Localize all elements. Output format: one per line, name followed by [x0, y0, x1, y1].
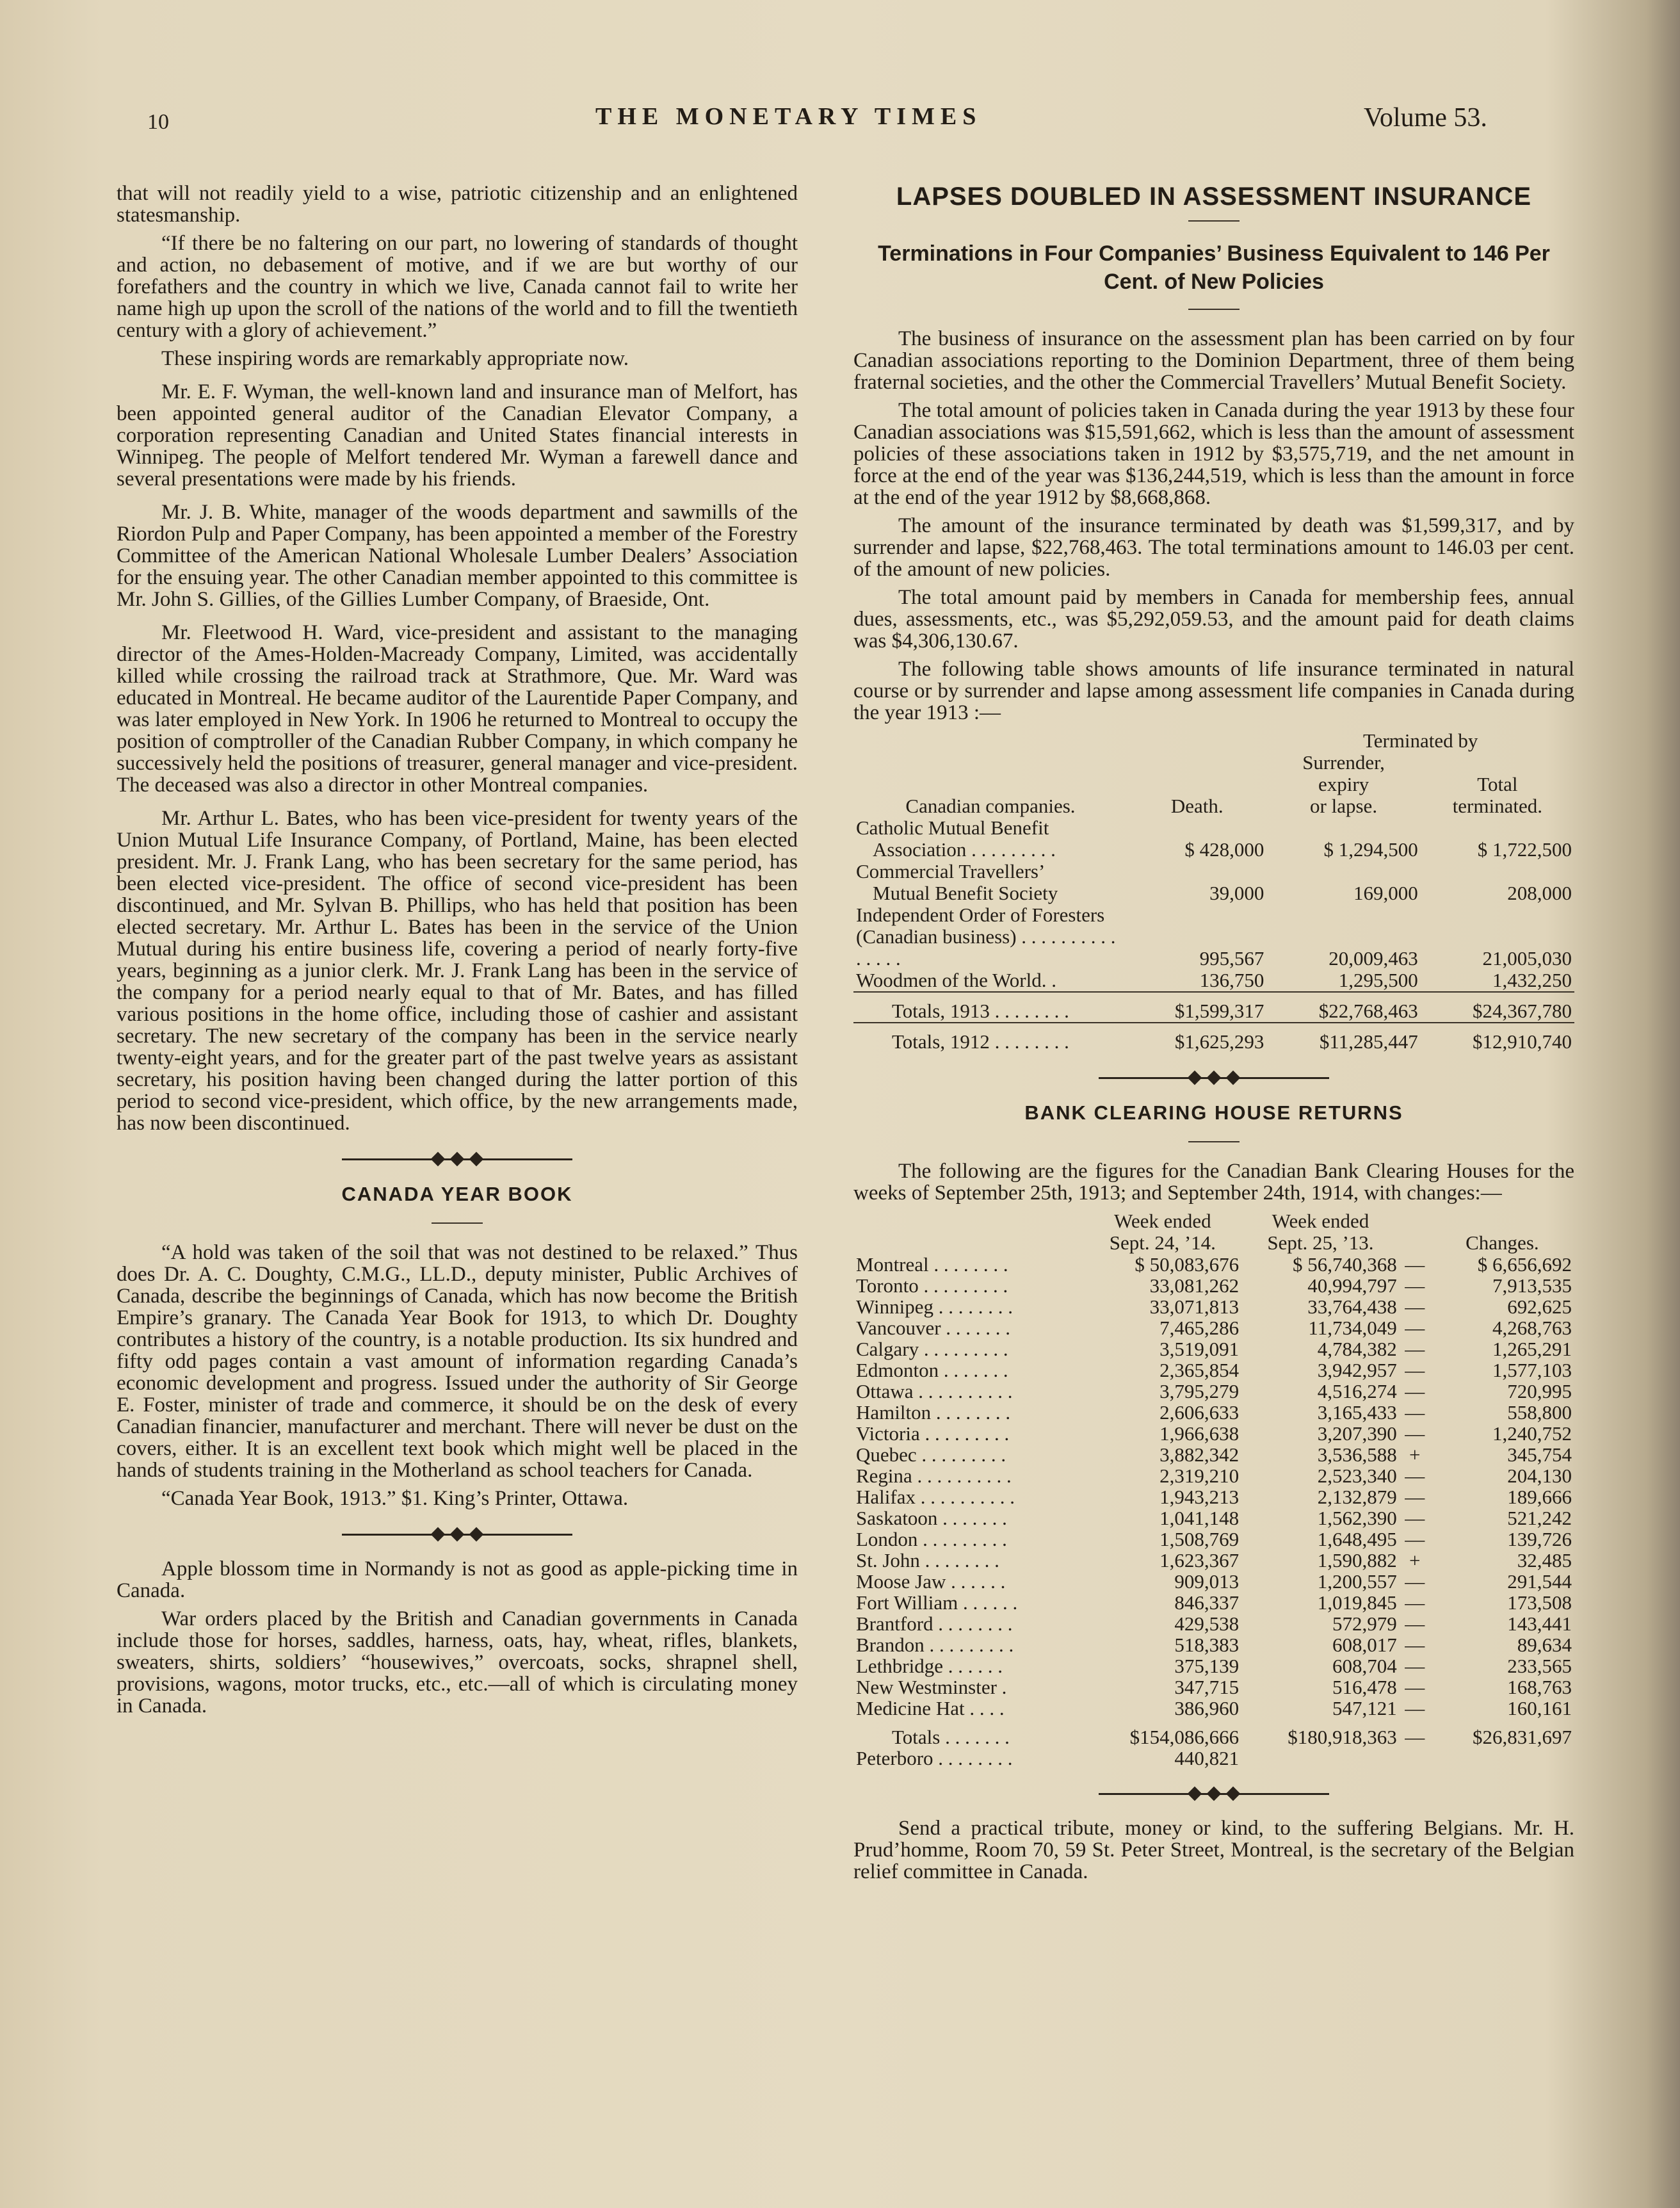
surrender-value: 20,009,463	[1329, 947, 1418, 970]
week-1913-value: 11,734,049	[1308, 1317, 1397, 1339]
table-row	[853, 1317, 1574, 1338]
bank-clearings-table	[853, 1210, 1574, 1769]
week-1914-value: 7,465,286	[1159, 1317, 1240, 1339]
change-value: 233,565	[1507, 1655, 1572, 1677]
change-value: 32,485	[1517, 1549, 1572, 1571]
table-row	[853, 1402, 1574, 1423]
table-row	[853, 1486, 1574, 1507]
table-header: Sept. 24, ’14.	[1109, 1231, 1216, 1254]
totals-row	[853, 1023, 1574, 1053]
article-subheading: Terminations in Four Companies’ Business Equivalent to 146 Per Cent. of New Policies	[878, 241, 1550, 294]
total-value: 1,432,250	[1492, 969, 1572, 991]
week-1913-value: 2,132,879	[1317, 1486, 1397, 1508]
week-1914-value: 386,960	[1174, 1697, 1240, 1719]
total-week-1914: $154,086,666	[1129, 1726, 1240, 1748]
table-header: Total	[1477, 773, 1518, 795]
week-1913-value: 572,979	[1332, 1612, 1397, 1635]
change-value: 89,634	[1517, 1634, 1572, 1656]
week-1914-value: 347,715	[1174, 1676, 1240, 1698]
week-1914-value: 1,623,367	[1159, 1549, 1240, 1571]
table-header: Canadian companies.	[905, 795, 1076, 817]
week-1914-value: 429,538	[1174, 1612, 1240, 1635]
table-header: Sept. 25, ’13.	[1267, 1231, 1374, 1254]
week-1914-value: 2,365,854	[1159, 1359, 1240, 1381]
city-name: Medicine Hat . . . .	[856, 1697, 1005, 1719]
week-1913-value: 608,704	[1332, 1655, 1397, 1677]
change-value: 143,441	[1507, 1612, 1572, 1635]
article-heading: LAPSES DOUBLED IN ASSESSMENT INSURANCE	[896, 183, 1532, 211]
left-column	[117, 183, 798, 1723]
surrender-total: $11,285,447	[1266, 1023, 1420, 1053]
week-1913-value: 516,478	[1332, 1676, 1397, 1698]
table-header: Death.	[1170, 795, 1224, 817]
paragraph: The amount of the insurance terminated by death was $1,599,317, and by surrender and lapse, $22,768,463. The total terminations amount to 146.03 per cent. of the amount of new policies.	[853, 514, 1574, 581]
change-sign: —	[1405, 1612, 1425, 1635]
change-value: 7,913,535	[1492, 1274, 1572, 1297]
total-value: $ 1,722,500	[1477, 838, 1572, 861]
week-1914-value: 33,081,262	[1149, 1274, 1240, 1297]
section-heading: BANK CLEARING HOUSE RETURNS	[1024, 1101, 1403, 1124]
city-name: Peterboro . . . . . . . .	[856, 1747, 1013, 1769]
table-row	[853, 1444, 1574, 1465]
paragraph: Mr. J. B. White, manager of the woods department and sawmills of the Riordon Pulp and Paper Company, has been appointed a member of the Forestry Committee of the American National Wholesale Lumber Dealers’ Association for the ensuing year. The other Canadian member appointed to this committee is Mr. John S. Gillies, of the Gillies Lumber Company, of Braeside, Ont.	[117, 501, 798, 611]
death-total: $1,625,293	[1127, 1023, 1266, 1053]
paragraph: Mr. E. F. Wyman, the well-known land and insurance man of Melfort, has been appointed general auditor of the Canadian Elevator Company, a corporation representing Canadian and United States financial interests in Winnipeg. The people of Melfort tendered Mr. Wyman a farewell dance and several presentations were made by his friends.	[117, 380, 798, 491]
week-1913-value: 3,536,588	[1317, 1443, 1397, 1466]
change-value: 720,995	[1507, 1380, 1572, 1402]
table-header: Changes.	[1466, 1231, 1539, 1254]
table-header: Week ended	[1114, 1210, 1211, 1232]
table-row	[853, 1592, 1574, 1613]
change-value: 139,726	[1507, 1528, 1572, 1550]
heading-rule	[432, 1222, 483, 1224]
change-sign: —	[1405, 1591, 1425, 1614]
death-value: 995,567	[1199, 947, 1264, 970]
change-sign: —	[1405, 1507, 1425, 1529]
week-1914-value: 375,139	[1174, 1655, 1240, 1677]
city-name: Brandon . . . . . . . . .	[856, 1634, 1014, 1656]
change-sign: —	[1405, 1528, 1425, 1550]
city-name: Quebec . . . . . . . . .	[856, 1443, 1006, 1466]
right-column	[853, 183, 1574, 1889]
paragraph: “If there be no faltering on our part, no lowering of standards of thought and action, no debasement of motive, and if we are but worthy of our forefathers and the country in which we live, Canada cannot fail to write her name high up upon the scroll of the nations of the world and to fill the twentieth century with a glory of achievement.”	[117, 232, 798, 342]
change-sign: —	[1405, 1726, 1425, 1748]
week-1914-value: 1,041,148	[1159, 1507, 1240, 1529]
change-value: 4,268,763	[1492, 1317, 1572, 1339]
change-sign: —	[1405, 1486, 1425, 1508]
week-1913-value: 608,017	[1332, 1634, 1397, 1656]
change-sign: —	[1405, 1655, 1425, 1677]
week-1913-value: 1,590,882	[1317, 1549, 1397, 1571]
week-1914-value: 2,319,210	[1159, 1465, 1240, 1487]
week-1913-value: 1,019,845	[1317, 1591, 1397, 1614]
table-header: or lapse.	[1310, 795, 1378, 817]
totals-row	[853, 1719, 1574, 1748]
change-sign: —	[1405, 1676, 1425, 1698]
change-value: 1,577,103	[1492, 1359, 1572, 1381]
table-row	[853, 1550, 1574, 1571]
change-sign: —	[1405, 1697, 1425, 1719]
table-header: Week ended	[1272, 1210, 1369, 1232]
change-sign: —	[1405, 1634, 1425, 1656]
paragraph: Mr. Fleetwood H. Ward, vice-president and assistant to the managing director of the Ames-Holden-Macready Company, Limited, was accidentally killed while crossing the railroad track at Strathmore, Que. Mr. Ward was educated in Montreal. He became auditor of the Laurentide Paper Company, and was later employed in New York. In 1906 he returned to Montreal to occupy the position of comptroller of the Canadian Rubber Company, in which company he successively held the positions of treasurer, general manager and vice-president. The deceased was also a director in other Montreal companies.	[117, 621, 798, 797]
change-value: 345,754	[1507, 1443, 1572, 1466]
table-row	[853, 1748, 1574, 1769]
total-week-1913: $180,918,363	[1288, 1726, 1397, 1748]
paragraph: Apple blossom time in Normandy is not as good as apple-picking time in Canada.	[117, 1557, 798, 1602]
change-value: $ 6,656,692	[1477, 1253, 1572, 1276]
change-sign: +	[1409, 1443, 1421, 1466]
change-value: 189,666	[1507, 1486, 1572, 1508]
city-name: Toronto . . . . . . . . .	[856, 1274, 1008, 1297]
table-row	[853, 904, 1574, 970]
table-row	[853, 1507, 1574, 1529]
week-1913-value: 1,200,557	[1317, 1570, 1397, 1593]
heading-rule	[1188, 1141, 1240, 1142]
table-row	[853, 1275, 1574, 1296]
change-sign: —	[1405, 1570, 1425, 1593]
change-value: 692,625	[1507, 1295, 1572, 1318]
week-1914-value: 909,013	[1174, 1570, 1240, 1593]
table-row	[853, 1360, 1574, 1381]
city-name: St. John . . . . . . . .	[856, 1549, 999, 1571]
table-row	[853, 1655, 1574, 1676]
totals-label: Totals, 1913 . . . . . . . .	[853, 992, 1127, 1023]
death-value: 39,000	[1209, 882, 1264, 904]
paragraph: Send a practical tribute, money or kind, to the suffering Belgians. Mr. H. Prud’homme, Room 70, 59 St. Peter Street, Montreal, is the secretary of the Belgian relief committee in Canada.	[853, 1817, 1574, 1883]
week-1914-value: 440,821	[1174, 1747, 1240, 1769]
change-sign: —	[1405, 1338, 1425, 1360]
paragraph: War orders placed by the British and Canadian governments in Canada include those for horses, saddles, harness, oats, hay, wheat, rifles, blankets, sweaters, shirts, soldiers’ “housewives,” overcoats, socks, shrapnel shell, provisions, wagons, motor trucks, etc., etc.—all of which is circulating money in Canada.	[117, 1607, 798, 1717]
death-total: $1,599,317	[1127, 992, 1266, 1023]
table-row	[853, 1676, 1574, 1698]
change-sign: —	[1405, 1274, 1425, 1297]
change-sign: —	[1405, 1253, 1425, 1276]
paragraph: The total amount paid by members in Canada for membership fees, annual dues, assessments, etc., was $5,292,059.53, and the amount paid for death claims was $4,306,130.67.	[853, 586, 1574, 653]
city-name: Victoria . . . . . . . . .	[856, 1422, 1010, 1445]
week-1914-value: $ 50,083,676	[1135, 1253, 1240, 1276]
ornament-divider	[1099, 1785, 1329, 1802]
table-header: terminated.	[1452, 795, 1542, 817]
company-name: Catholic Mutual Benefit	[856, 816, 1049, 839]
death-value: 136,750	[1199, 969, 1264, 991]
week-1913-value: $ 56,740,368	[1293, 1253, 1397, 1276]
total-value: 21,005,030	[1482, 947, 1572, 970]
week-1914-value: 846,337	[1174, 1591, 1240, 1614]
totals-label: Totals . . . . . . .	[892, 1726, 1010, 1748]
paragraph: “A hold was taken of the soil that was not destined to be relaxed.” Thus does Dr. A. C. Doughty, C.M.G., LL.D., deputy minister, Public Archives of Canada, describe the beginnings of Canada, which has now become the British Empire’s granary. The Canada Year Book for 1913, to which Dr. Doughty contributes a history of the country, is a notable production. Its six hundred and fifty odd pages contain a vast amount of information regarding Canada’s economic development and progress. Issued under the authority of Sir George E. Foster, minister of trade and commerce, it should be on the desk of every Canadian financier, manufacturer and merchant. There will never be dust on the covers, either. It is an excellent text book which might well be placed in the hands of students training in the Motherland as school teachers for Canada.	[117, 1241, 798, 1482]
week-1913-value: 40,994,797	[1307, 1274, 1397, 1297]
week-1914-value: 2,606,633	[1159, 1401, 1240, 1424]
change-sign: —	[1405, 1359, 1425, 1381]
change-sign: —	[1405, 1380, 1425, 1402]
ornament-divider	[342, 1526, 572, 1543]
change-sign: —	[1405, 1401, 1425, 1424]
totals-label: Totals, 1912 . . . . . . . .	[853, 1023, 1127, 1053]
change-value: 521,242	[1507, 1507, 1572, 1529]
total-value: 208,000	[1507, 882, 1572, 904]
ornament-divider	[342, 1151, 572, 1167]
city-name: Lethbridge . . . . . .	[856, 1655, 1003, 1677]
terminations-table	[853, 730, 1574, 1053]
week-1913-value: 3,942,957	[1317, 1359, 1397, 1381]
table-row	[853, 839, 1574, 861]
week-1913-value: 1,562,390	[1317, 1507, 1397, 1529]
table-header: Surrender,	[1302, 751, 1385, 774]
city-name: Ottawa . . . . . . . . . .	[856, 1380, 1013, 1402]
city-name: Moose Jaw . . . . . .	[856, 1570, 1006, 1593]
volume-label: Volume 53.	[1364, 103, 1487, 133]
change-sign: +	[1409, 1549, 1421, 1571]
city-name: London . . . . . . . . .	[856, 1528, 1007, 1550]
death-value: $ 428,000	[1184, 838, 1264, 861]
table-row	[853, 1465, 1574, 1486]
totals-row	[853, 992, 1574, 1023]
heading-rule	[1188, 220, 1240, 222]
week-1913-value: 2,523,340	[1317, 1465, 1397, 1487]
week-1914-value: 1,508,769	[1159, 1528, 1240, 1550]
paragraph: that will not readily yield to a wise, patriotic citizenship and an enlightened statesmanship.	[117, 182, 798, 227]
surrender-value: 169,000	[1353, 882, 1418, 904]
paragraph: The following table shows amounts of life insurance terminated in natural course or by surrender and lapse among assessment life companies in Canada during the year 1913 :—	[853, 658, 1574, 724]
company-name: Woodmen of the World. .	[856, 969, 1056, 991]
change-sign: —	[1405, 1465, 1425, 1487]
city-name: New Westminster .	[856, 1676, 1007, 1698]
surrender-value: $ 1,294,500	[1323, 838, 1418, 861]
change-sign: —	[1405, 1317, 1425, 1339]
city-name: Montreal . . . . . . . .	[856, 1253, 1008, 1276]
grand-total: $12,910,740	[1421, 1023, 1574, 1053]
change-sign: —	[1405, 1295, 1425, 1318]
week-1913-value: 3,207,390	[1317, 1422, 1397, 1445]
journal-title: THE MONETARY TIMES	[595, 103, 982, 130]
table-row	[853, 817, 1574, 839]
week-1914-value: 3,795,279	[1159, 1380, 1240, 1402]
paragraph: The following are the figures for the Canadian Bank Clearing Houses for the weeks of September 25th, 1913; and September 24th, 1914, with changes:—	[853, 1160, 1574, 1205]
table-row	[853, 1529, 1574, 1550]
change-value: 204,130	[1507, 1465, 1572, 1487]
table-row	[853, 1634, 1574, 1655]
paragraph: Mr. Arthur L. Bates, who has been vice-president for twenty years of the Union Mutual Life Insurance Company, of Portland, Maine, has been elected president. Mr. J. Frank Lang, who has been secretary for the same period, has been elected vice-president. The office of second vice-president has been discontinued, and Mr. Sylvan B. Phillips, who has held that position has been elected secretary. Mr. Arthur L. Bates has been in the service of the Union Mutual during his entire business life, covering a period of nearly forty-five years, beginning as a junior clerk. Mr. J. Frank Lang has been in the service of the company for a period nearly equal to that of Mr. Bates, and has filled various positions in the home office, including those of cashier and assistant secretary. The new secretary of the company has been in the service nearly twenty-eight years, and for the greater part of the past twelve years as assistant secretary, his position having been changed during the latter portion of this period to second vice-president, which office, by the new arrangements made, has now been discontinued.	[117, 807, 798, 1135]
change-value: 291,544	[1507, 1570, 1572, 1593]
table-row	[853, 1613, 1574, 1634]
company-name: Independent Order of Foresters (Canadian business) . . . . . . . . . . . . . . .	[856, 904, 1116, 970]
week-1914-value: 518,383	[1174, 1634, 1240, 1656]
week-1914-value: 1,966,638	[1159, 1422, 1240, 1445]
table-row	[853, 861, 1574, 882]
change-value: 160,161	[1507, 1697, 1572, 1719]
table-row	[853, 1423, 1574, 1444]
total-change: $26,831,697	[1473, 1726, 1572, 1748]
ornament-divider	[1099, 1069, 1329, 1086]
section-heading: CANADA YEAR BOOK	[341, 1183, 573, 1205]
city-name: Calgary . . . . . . . . .	[856, 1338, 1008, 1360]
table-row	[853, 1254, 1574, 1275]
company-name: Mutual Benefit Society	[873, 882, 1058, 904]
page-number: 10	[147, 110, 169, 134]
city-name: Hamilton . . . . . . . .	[856, 1401, 1011, 1424]
week-1914-value: 3,882,342	[1159, 1443, 1240, 1466]
change-value: 1,265,291	[1492, 1338, 1572, 1360]
company-name: Association . . . . . . . . .	[873, 838, 1056, 861]
surrender-value: 1,295,500	[1338, 969, 1418, 991]
city-name: Vancouver . . . . . . .	[856, 1317, 1011, 1339]
grand-total: $24,367,780	[1421, 992, 1574, 1023]
city-name: Saskatoon . . . . . . .	[856, 1507, 1007, 1529]
week-1914-value: 3,519,091	[1159, 1338, 1240, 1360]
change-value: 558,800	[1507, 1401, 1572, 1424]
surrender-total: $22,768,463	[1266, 992, 1420, 1023]
table-row	[853, 1381, 1574, 1402]
city-name: Brantford . . . . . . . .	[856, 1612, 1013, 1635]
table-header: Terminated by	[1362, 729, 1478, 752]
week-1913-value: 33,764,438	[1307, 1295, 1397, 1318]
week-1913-value: 1,648,495	[1317, 1528, 1397, 1550]
city-name: Regina . . . . . . . . . .	[856, 1465, 1012, 1487]
table-row	[853, 1296, 1574, 1317]
change-sign: —	[1405, 1422, 1425, 1445]
company-name: Commercial Travellers’	[856, 860, 1046, 882]
paragraph: These inspiring words are remarkably appropriate now.	[161, 347, 629, 370]
table-row	[853, 1571, 1574, 1592]
table-row	[853, 970, 1574, 992]
week-1913-value: 547,121	[1332, 1697, 1397, 1719]
heading-rule	[1188, 309, 1240, 310]
week-1913-value: 3,165,433	[1317, 1401, 1397, 1424]
change-value: 1,240,752	[1492, 1422, 1572, 1445]
table-row	[853, 1698, 1574, 1719]
city-name: Edmonton . . . . . . .	[856, 1359, 1008, 1381]
table-row	[853, 1338, 1574, 1360]
week-1913-value: 4,784,382	[1317, 1338, 1397, 1360]
city-name: Fort William . . . . . .	[856, 1591, 1018, 1614]
week-1913-value: 4,516,274	[1317, 1380, 1397, 1402]
table-header: expiry	[1318, 773, 1369, 795]
paragraph: The total amount of policies taken in Canada during the year 1913 by these four Canadian associations was $15,591,662, which is less than the amount of assessment policies of these associations taken in 1912 by $3,575,719, and the net amount in force at the end of the year was $136,244,519, which is less than the amount in force at the end of the year 1912 by $8,668,868.	[853, 399, 1574, 509]
city-name: Winnipeg . . . . . . . .	[856, 1295, 1014, 1318]
change-value: 168,763	[1507, 1676, 1572, 1698]
week-1914-value: 1,943,213	[1159, 1486, 1240, 1508]
paragraph: “Canada Year Book, 1913.” $1. King’s Printer, Ottawa.	[161, 1487, 629, 1510]
table-row	[853, 882, 1574, 904]
city-name: Halifax . . . . . . . . . .	[856, 1486, 1015, 1508]
change-value: 173,508	[1507, 1591, 1572, 1614]
paragraph: The business of insurance on the assessment plan has been carried on by four Canadian associations reporting to the Dominion Department, three of them being fraternal societies, and the other the Commercial Travellers’ Mutual Benefit Society.	[853, 327, 1574, 394]
week-1914-value: 33,071,813	[1149, 1295, 1240, 1318]
